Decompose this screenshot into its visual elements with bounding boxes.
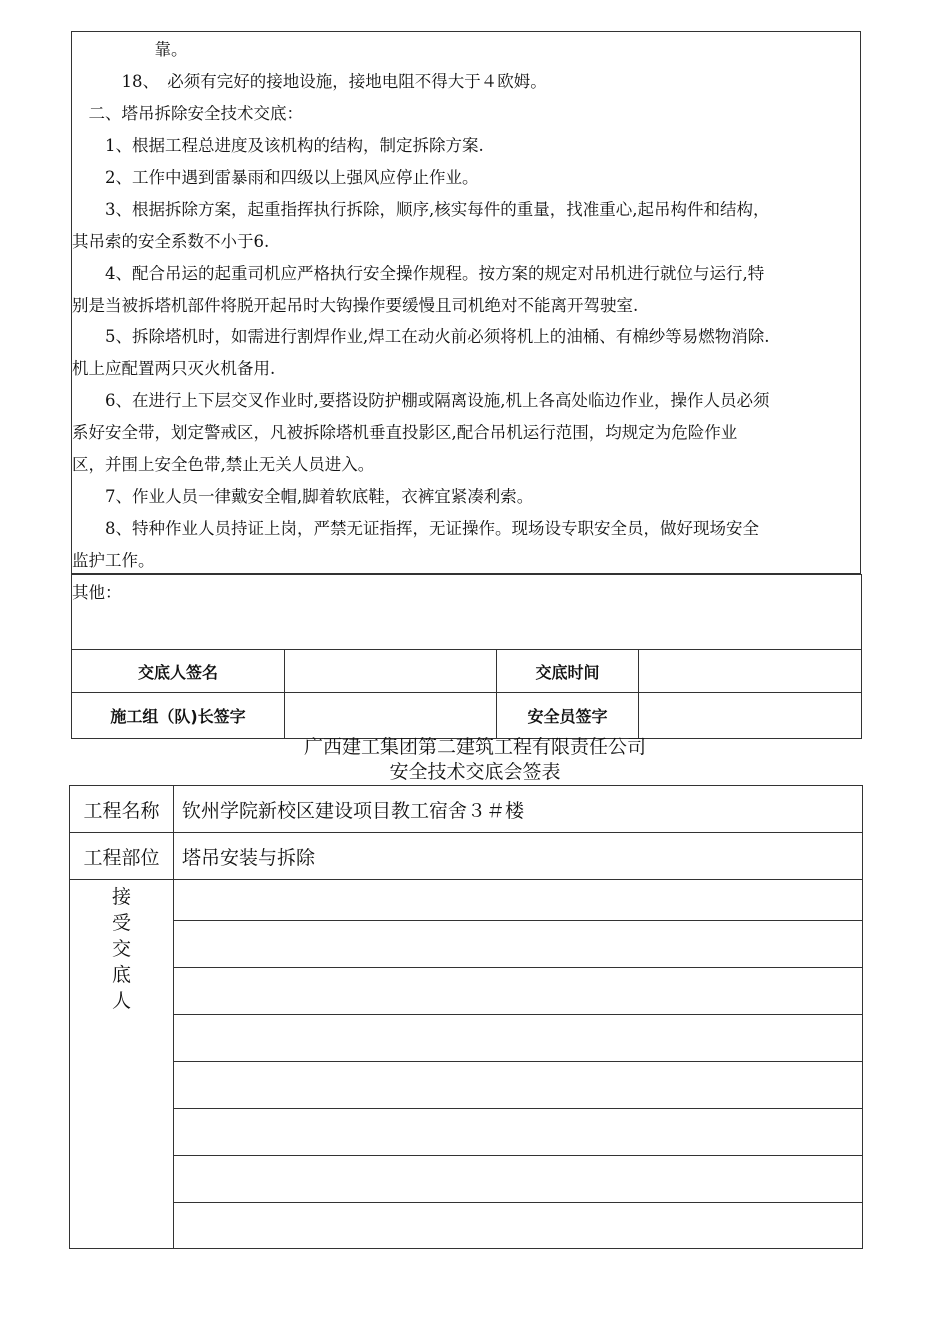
receivers-label-char: 受 [111, 912, 131, 934]
project-name-label: 工程名称 [70, 786, 174, 833]
body-line: 二、塔吊拆除安全技术交底： [72, 104, 303, 123]
body-line: 靠。 [72, 40, 188, 59]
body-line: 3、根据拆除方案，起重指挥执行拆除，顺序,核实每件的重量，找准重心,起吊构件和结构， [72, 200, 770, 219]
team-leader-label: 施工组（队)长签字 [72, 693, 285, 739]
receivers-label-char: 人 [111, 990, 131, 1012]
team-leader-signature-cell[interactable] [285, 693, 497, 739]
project-part-label: 工程部位 [70, 833, 174, 880]
receiver-signature-row[interactable] [174, 968, 863, 1015]
receivers-label-char: 接 [111, 886, 131, 908]
receiver-signature-row[interactable] [174, 880, 863, 921]
body-line: 7、作业人员一律戴安全帽,脚着软底鞋，衣裤宜紧凑利索。 [72, 487, 534, 506]
time-label: 交底时间 [497, 650, 639, 693]
body-line: 系好安全带，划定警戒区，凡被拆除塔机垂直投影区,配合吊机运行范围，均规定为危险作业 [72, 423, 738, 442]
other-label: 其他： [72, 583, 122, 602]
discloser-label: 交底人签名 [72, 650, 285, 693]
body-line: 区，并围上安全色带,禁止无关人员进入。 [72, 455, 375, 474]
receiver-signature-row[interactable] [174, 1203, 863, 1249]
safety-officer-label: 安全员签字 [497, 693, 639, 739]
receivers-label-char: 底 [111, 964, 131, 986]
body-line: 机上应配置两只灭火机备用. [72, 359, 276, 378]
receiver-signature-row[interactable] [174, 1015, 863, 1062]
form-title: 安全技术交底会签表 [389, 761, 561, 783]
receiver-signature-row[interactable] [174, 1109, 863, 1156]
body-line: 18、 必须有完好的接地设施，接地电阻不得大于４欧姆。 [72, 72, 547, 91]
body-line: 4、配合吊运的起重司机应严格执行安全操作规程。按方案的规定对吊机进行就位与运行,特 [72, 264, 765, 283]
countersign-form [69, 785, 863, 1249]
safety-officer-signature-cell[interactable] [639, 693, 862, 739]
receivers-label-char: 交 [111, 938, 131, 960]
receivers-label [78, 884, 165, 1014]
disclosure-time-cell[interactable] [639, 650, 862, 693]
project-name-value: 钦州学院新校区建设项目教工宿舍３＃楼 [174, 786, 863, 833]
discloser-signature-cell[interactable] [285, 650, 497, 693]
body-line: 1、根据工程总进度及该机构的结构，制定拆除方案. [72, 136, 484, 155]
other-notes-cell [72, 575, 862, 650]
receiver-signature-row[interactable] [174, 1156, 863, 1203]
receiver-signature-row[interactable] [174, 1062, 863, 1109]
body-line: 监护工作。 [72, 551, 155, 570]
body-line: 别是当被拆塔机部件将脱开起吊时大钩操作要缓慢且司机绝对不能离开驾驶室. [72, 296, 639, 315]
receiver-signature-row[interactable] [174, 921, 863, 968]
body-line: 8、特种作业人员持证上岗，严禁无证指挥，无证操作。现场设专职安全员，做好现场安全 [72, 519, 759, 538]
body-line: 5、拆除塔机时，如需进行割焊作业,焊工在动火前必须将机上的油桶、有棉纱等易燃物消除. [72, 327, 770, 346]
receivers-label-cell [70, 880, 174, 1249]
signature-table [71, 574, 862, 739]
body-line: 2、工作中遇到雷暴雨和四级以上强风应停止作业。 [72, 168, 479, 187]
project-part-value: 塔吊安装与拆除 [174, 833, 863, 880]
body-line: 其吊索的安全系数不小于6. [72, 232, 270, 251]
company-name: 广西建工集团第二建筑工程有限责任公司 [303, 736, 646, 758]
body-line: 6、在进行上下层交叉作业时,要搭设防护棚或隔离设施,机上各高处临边作业，操作人员必须 [72, 391, 770, 410]
